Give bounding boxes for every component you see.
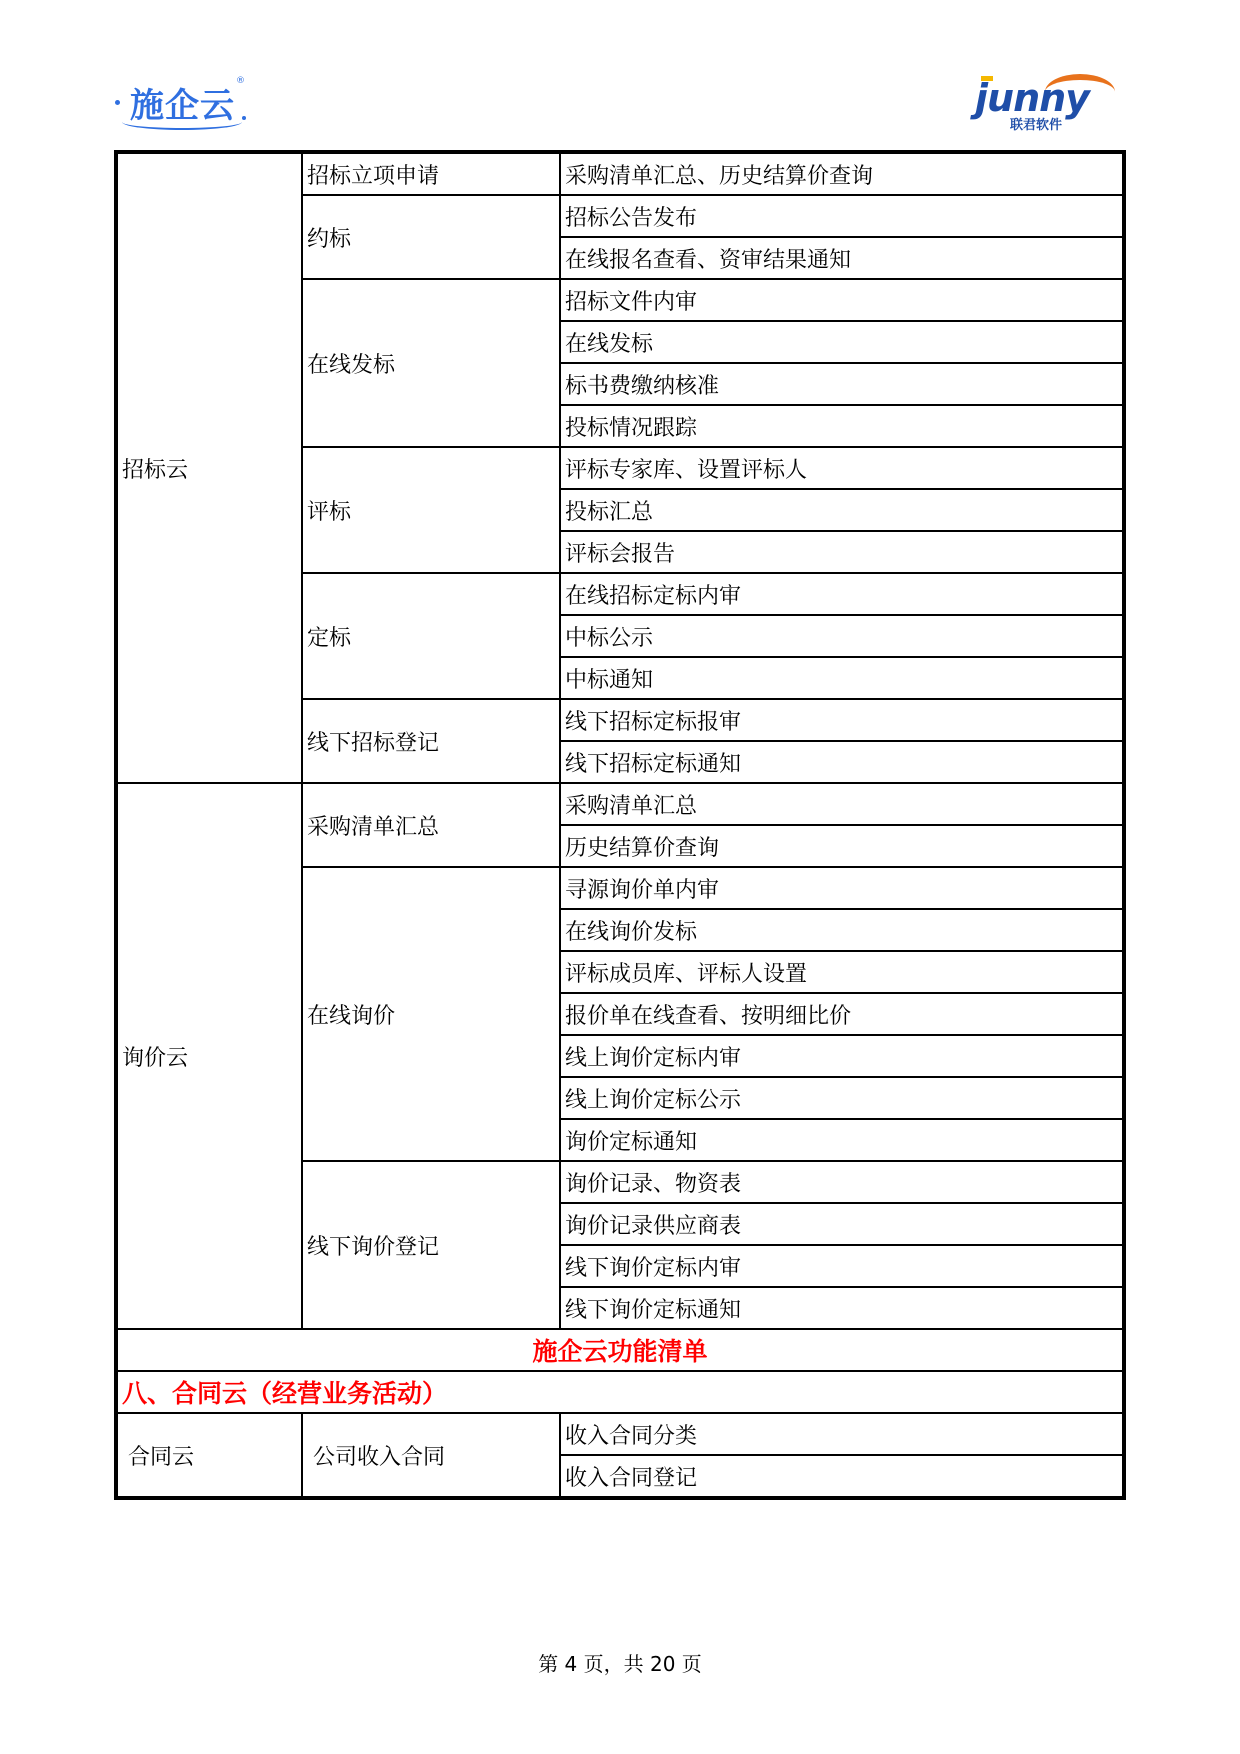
table-title-row (116, 1329, 1124, 1371)
section-heading: 八、合同云（经营业务活动） (116, 1371, 1124, 1413)
shiqiyun-logo (112, 76, 252, 132)
category-cell: 询价云 (116, 783, 302, 1329)
function-cell: 线下询价定标通知 (560, 1287, 1124, 1329)
function-cell: 报价单在线查看、按明细比价 (560, 993, 1124, 1035)
module-cell: 采购清单汇总 (302, 783, 560, 867)
logo-subtext: 联君软件 (1010, 118, 1063, 133)
section-heading-row (116, 1371, 1124, 1413)
logo-dot (242, 116, 246, 120)
function-cell: 评标成员库、评标人设置 (560, 951, 1124, 993)
function-cell: 询价记录、物资表 (560, 1161, 1124, 1203)
module-cell: 线下招标登记 (302, 699, 560, 783)
logo-text: 施企云 (130, 86, 235, 126)
function-cell: 标书费缴纳核准 (560, 363, 1124, 405)
module-cell: 在线发标 (302, 279, 560, 447)
function-cell: 询价记录供应商表 (560, 1203, 1124, 1245)
function-cell: 评标会报告 (560, 531, 1124, 573)
function-cell: 收入合同登记 (560, 1455, 1124, 1498)
function-cell: 寻源询价单内审 (560, 867, 1124, 909)
module-cell: 评标 (302, 447, 560, 573)
table-row (116, 152, 1124, 195)
category-cell: 招标云 (116, 152, 302, 783)
function-cell: 线下询价定标内审 (560, 1245, 1124, 1287)
function-cell: 采购清单汇总 (560, 783, 1124, 825)
function-cell: 招标文件内审 (560, 279, 1124, 321)
table-title: 施企云功能清单 (116, 1329, 1124, 1371)
function-cell: 中标公示 (560, 615, 1124, 657)
table-row (116, 1413, 1124, 1455)
module-cell: 招标立项申请 (302, 152, 560, 195)
function-cell: 线下招标定标报审 (560, 699, 1124, 741)
registered-mark: ® (236, 76, 245, 86)
function-cell: 评标专家库、设置评标人 (560, 447, 1124, 489)
logo-word: junny (975, 76, 1089, 120)
function-cell: 采购清单汇总、历史结算价查询 (560, 152, 1124, 195)
function-cell: 询价定标通知 (560, 1119, 1124, 1161)
function-cell: 在线询价发标 (560, 909, 1124, 951)
function-cell: 在线发标 (560, 321, 1124, 363)
function-cell: 收入合同分类 (560, 1413, 1124, 1455)
logo-dot (115, 100, 120, 105)
function-cell: 历史结算价查询 (560, 825, 1124, 867)
function-cell: 投标汇总 (560, 489, 1124, 531)
module-cell: 公司收入合同 (302, 1413, 560, 1498)
function-cell: 在线招标定标内审 (560, 573, 1124, 615)
function-cell: 招标公告发布 (560, 195, 1124, 237)
function-cell: 中标通知 (560, 657, 1124, 699)
table-row (116, 783, 1124, 825)
logo-wave-icon (122, 114, 242, 130)
module-cell: 约标 (302, 195, 560, 279)
page-number: 第 4 页，共 20 页 (538, 1652, 702, 1676)
module-cell: 在线询价 (302, 867, 560, 1161)
junny-logo (975, 74, 1135, 133)
function-cell: 线上询价定标内审 (560, 1035, 1124, 1077)
module-cell: 线下询价登记 (302, 1161, 560, 1329)
function-cell: 在线报名查看、资审结果通知 (560, 237, 1124, 279)
category-cell: 合同云 (116, 1413, 302, 1498)
function-cell: 投标情况跟踪 (560, 405, 1124, 447)
function-list-table (114, 150, 1126, 1500)
module-cell: 定标 (302, 573, 560, 699)
function-cell: 线上询价定标公示 (560, 1077, 1124, 1119)
function-cell: 线下招标定标通知 (560, 741, 1124, 783)
